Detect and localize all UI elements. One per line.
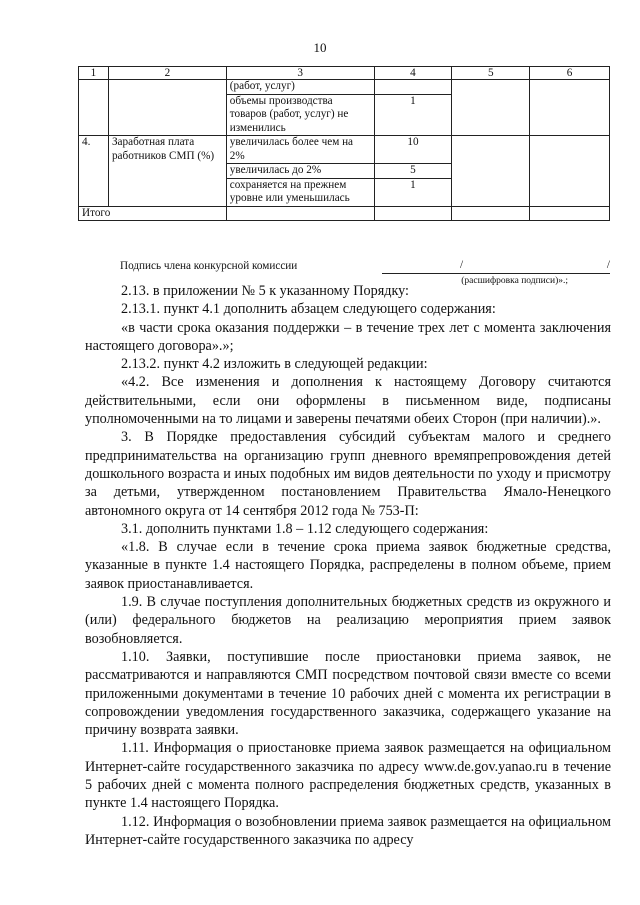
paragraph: 3. В Порядке предоставления субсидий субъектам малого и среднего предпринимательства на организацию групп дневного времяпрепровождения детей дошкольного возраста и иных подобных им видов деятельности по уходу и присмотру за детьми, утвержденном постановлением Правительства Ямало-Ненецкого автономного округа от 14 сентября 2012 года № 753-П: [85, 429, 611, 519]
header-cell: 6 [530, 67, 610, 80]
row-number-cell: 4. [79, 136, 109, 207]
evaluation-table [78, 66, 610, 221]
table-cell: увеличилась более чем на 2% [226, 136, 374, 164]
criterion-cell: Заработная плата работников СМП (%) [108, 136, 226, 207]
signature-slash: / [606, 259, 610, 271]
paragraph: «4.2. Все изменения и дополнения к настоящему Договору считаются действительными, если они оформлены в письменном виде, подписаны уполномоченными на то лицами и заверены печатями обеих Сторон (при наличии).». [85, 374, 611, 428]
table-cell [374, 80, 452, 95]
signature-slash: / [460, 259, 464, 271]
paragraph: «1.8. В случае если в течение срока приема заявок бюджетные средства, указанные в пункте 1.4 настоящего Порядка, распределены в полном объеме, прием заявок приостанавливается. [85, 539, 611, 592]
document-body [85, 282, 611, 849]
header-cell: 3 [226, 67, 374, 80]
table-cell [530, 206, 610, 221]
paragraph: 2.13.1. пункт 4.1 дополнить абзацем следующего содержания: [121, 301, 496, 318]
paragraph: «в части срока оказания поддержки – в течение трех лет с момента заключения настоящего договора».»; [85, 319, 611, 354]
table-row [79, 136, 610, 164]
paragraph: 1.10. Заявки, поступившие после приостановки приема заявок, не рассматриваются и направляются СМП посредством почтовой связи вместе со всеми приложенными документами в течение 10 рабочих дней с момента их регистрации в сопровождении уведомления государственного заказчика, содержащего указание на причину возврата заявки. [85, 648, 611, 739]
table-cell: объемы производства товаров (работ, услуг) не изменились [226, 94, 374, 136]
paragraph: 2.13. в приложении № 5 к указанному Порядку: [121, 283, 409, 299]
table-cell [226, 206, 374, 221]
total-row [79, 206, 610, 221]
table-cell: сохраняется на прежнем уровне или уменьшилась [226, 178, 374, 206]
signature-block [120, 259, 610, 286]
table-cell [108, 80, 226, 136]
table-cell [452, 206, 530, 221]
signature-line [382, 260, 610, 274]
table-cell: 1 [374, 94, 452, 136]
total-label: Итого [79, 206, 227, 221]
header-cell: 2 [108, 67, 226, 80]
header-cell: 5 [452, 67, 530, 80]
score-cell: 5 [374, 164, 452, 179]
table-cell [79, 80, 109, 136]
table-cell [374, 206, 452, 221]
signature-underline [382, 273, 610, 274]
table-row [79, 80, 610, 95]
score-cell: 1 [374, 178, 452, 206]
paragraph: 3.1. дополнить пунктами 1.8 – 1.12 следующего содержания: [121, 520, 489, 537]
paragraph: 1.9. В случае поступления дополнительных бюджетных средств из окружного и (или) федерального бюджетов на реализацию мероприятия прием заявок возобновляется. [85, 594, 611, 647]
page-number: 10 [313, 40, 327, 55]
table-cell [452, 80, 530, 136]
table-header-row [79, 67, 610, 80]
table-cell [530, 136, 610, 207]
signature-caption: (расшифровка подписи)».; [461, 276, 568, 286]
score-cell: 10 [374, 136, 452, 164]
table-cell [530, 80, 610, 136]
table-cell [452, 136, 530, 207]
table-cell: увеличилась до 2% [226, 164, 374, 179]
paragraph: 2.13.2. пункт 4.2 изложить в следующей редакции: [121, 356, 428, 373]
signature-label: Подпись члена конкурсной комиссии [120, 260, 298, 272]
table-cell: (работ, услуг) [226, 80, 374, 95]
header-cell: 4 [374, 67, 452, 80]
paragraph: 1.12. Информация о возобновлении приема заявок размещается на официальном Интернет-сайте государственного заказчика по адресу [85, 813, 611, 848]
header-cell: 1 [79, 67, 109, 80]
paragraph: 1.11. Информация о приостановке приема заявок размещается на официальном Интернет-сайте государственного заказчика по адресу www.de.gov.yanao.ru в течение 5 рабочих дней с момента полного распределения бюджетных средств, указанных в пункте 1.4 настоящего Порядка. [85, 740, 611, 812]
